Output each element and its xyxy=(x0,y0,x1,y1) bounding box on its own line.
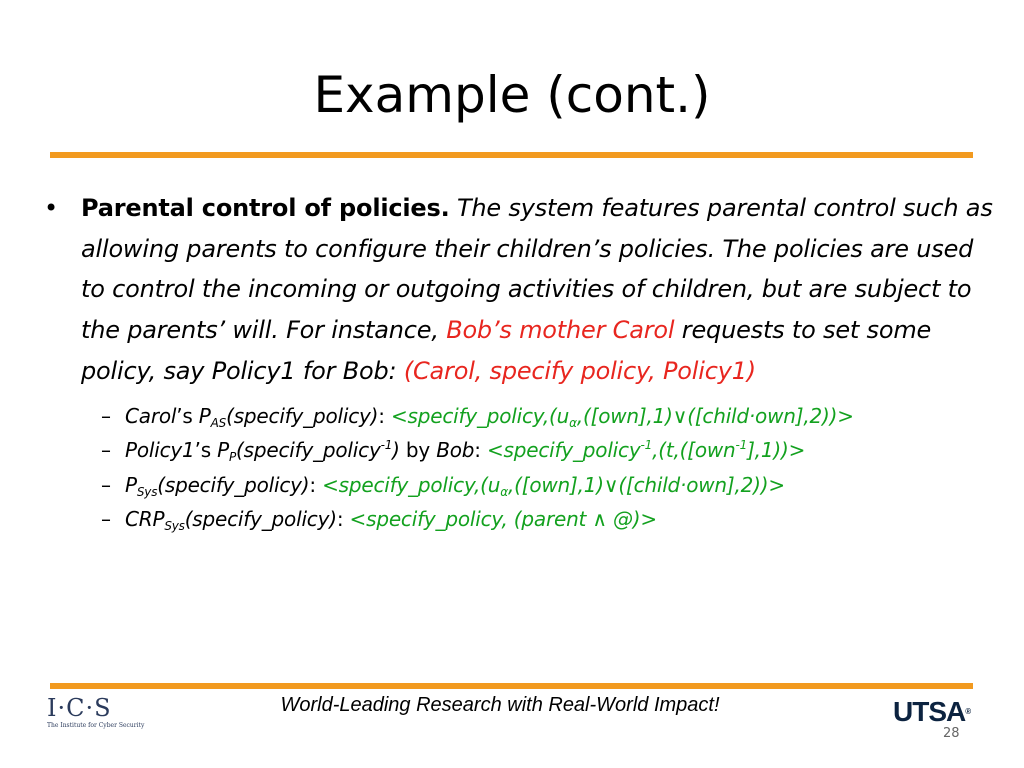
sub-text: P xyxy=(198,403,211,428)
sub-text: : xyxy=(309,472,323,497)
sub-bullet-dash: – xyxy=(101,507,111,532)
sub-policy: ([child·own],2))> xyxy=(687,403,854,428)
sub-policy: <specify_policy xyxy=(486,438,641,463)
or-operator: ∨ xyxy=(672,403,688,428)
ics-logo-mark: I·C·S xyxy=(47,694,112,722)
main-bullet-text xyxy=(81,188,994,392)
sub-policy: <specify_policy, (parent xyxy=(349,507,593,532)
sub-superscript: -1 xyxy=(640,438,653,453)
slide-title: Example (cont.) xyxy=(313,66,711,124)
sub-text: ’s xyxy=(194,438,218,463)
main-bullet xyxy=(44,188,994,392)
sub-policy: ,(t,([own xyxy=(652,438,736,463)
bullet-heading: Parental control of policies. xyxy=(81,194,450,222)
or-operator: ∨ xyxy=(603,472,619,497)
sub-policy: ([child·own],2))> xyxy=(618,472,785,497)
sub-policy: ],1))> xyxy=(747,438,806,463)
sub-subscript: P xyxy=(229,450,237,465)
sub-text: P xyxy=(125,472,137,497)
sub-bullet-dash: – xyxy=(101,472,111,497)
sub-policy: <specify_policy,(u xyxy=(390,403,570,428)
sub-policy: @)> xyxy=(606,507,657,532)
sub-text: P xyxy=(217,438,229,463)
sub-text: : xyxy=(378,403,391,428)
sub-bullet-dash: – xyxy=(101,438,111,463)
sub-text: Carol xyxy=(125,403,177,428)
sub-bullet-carol-pas xyxy=(44,399,994,434)
sub-text: (specify_policy) xyxy=(157,472,310,497)
sub-policy: <specify_policy,(u xyxy=(322,472,501,497)
sub-subscript: α xyxy=(569,415,577,430)
ics-logo-caption: The Institute for Cyber Security xyxy=(47,722,145,729)
registered-mark: ® xyxy=(965,707,971,716)
bullet-highlight-carol: Bob’s mother Carol xyxy=(446,316,675,345)
bullet-text-part1: The system features parental control such as allowing parents to configure their children’s policies. The policies are used to control the incoming or outgoing activities of children, but are subject to the parents’ will. For instance, xyxy=(81,194,993,345)
sub-bullet-psys xyxy=(44,468,994,503)
sub-text: ’s xyxy=(176,403,199,428)
sub-text: Policy1 xyxy=(125,438,195,463)
sub-bullet-list xyxy=(44,399,994,537)
sub-subscript: α xyxy=(500,484,508,499)
sub-policy: ,([own],1) xyxy=(507,472,604,497)
sub-subscript: Sys xyxy=(136,484,158,499)
sub-policy: ,([own],1) xyxy=(576,403,673,428)
bullet-marker: • xyxy=(44,194,59,222)
sub-bullet-dash: – xyxy=(101,403,111,428)
sub-superscript: -1 xyxy=(735,438,748,453)
sub-text: by xyxy=(399,438,437,463)
sub-bullet-crpsys xyxy=(44,502,994,537)
sub-text: : xyxy=(336,507,350,532)
bullet-highlight-tuple: (Carol, specify policy, Policy1) xyxy=(403,356,756,385)
sub-text: Bob xyxy=(436,438,475,463)
sub-subscript: AS xyxy=(210,415,227,430)
sub-bullet-policy1-pp xyxy=(44,433,994,468)
utsa-logo xyxy=(893,697,970,727)
and-operator: ∧ xyxy=(592,507,607,532)
sub-text: (specify_policy) xyxy=(226,403,379,428)
title-divider xyxy=(50,152,973,158)
sub-text: (specify_policy xyxy=(236,438,381,463)
sub-text: CRP xyxy=(125,507,165,532)
utsa-logo-text: UTSA xyxy=(893,696,966,727)
page-number: 28 xyxy=(943,726,960,741)
footer-tagline: World-Leading Research with Real-World Impact! xyxy=(280,694,720,716)
sub-text: (specify_policy) xyxy=(184,507,337,532)
sub-superscript: -1 xyxy=(380,438,393,453)
sub-text: : xyxy=(474,438,487,463)
bullet-text-part2: requests to set some policy, say Policy1 for Bob: xyxy=(81,316,932,385)
slide-body xyxy=(44,188,994,537)
sub-subscript: Sys xyxy=(164,519,185,534)
sub-text: ) xyxy=(392,438,400,463)
footer-divider xyxy=(50,683,973,689)
